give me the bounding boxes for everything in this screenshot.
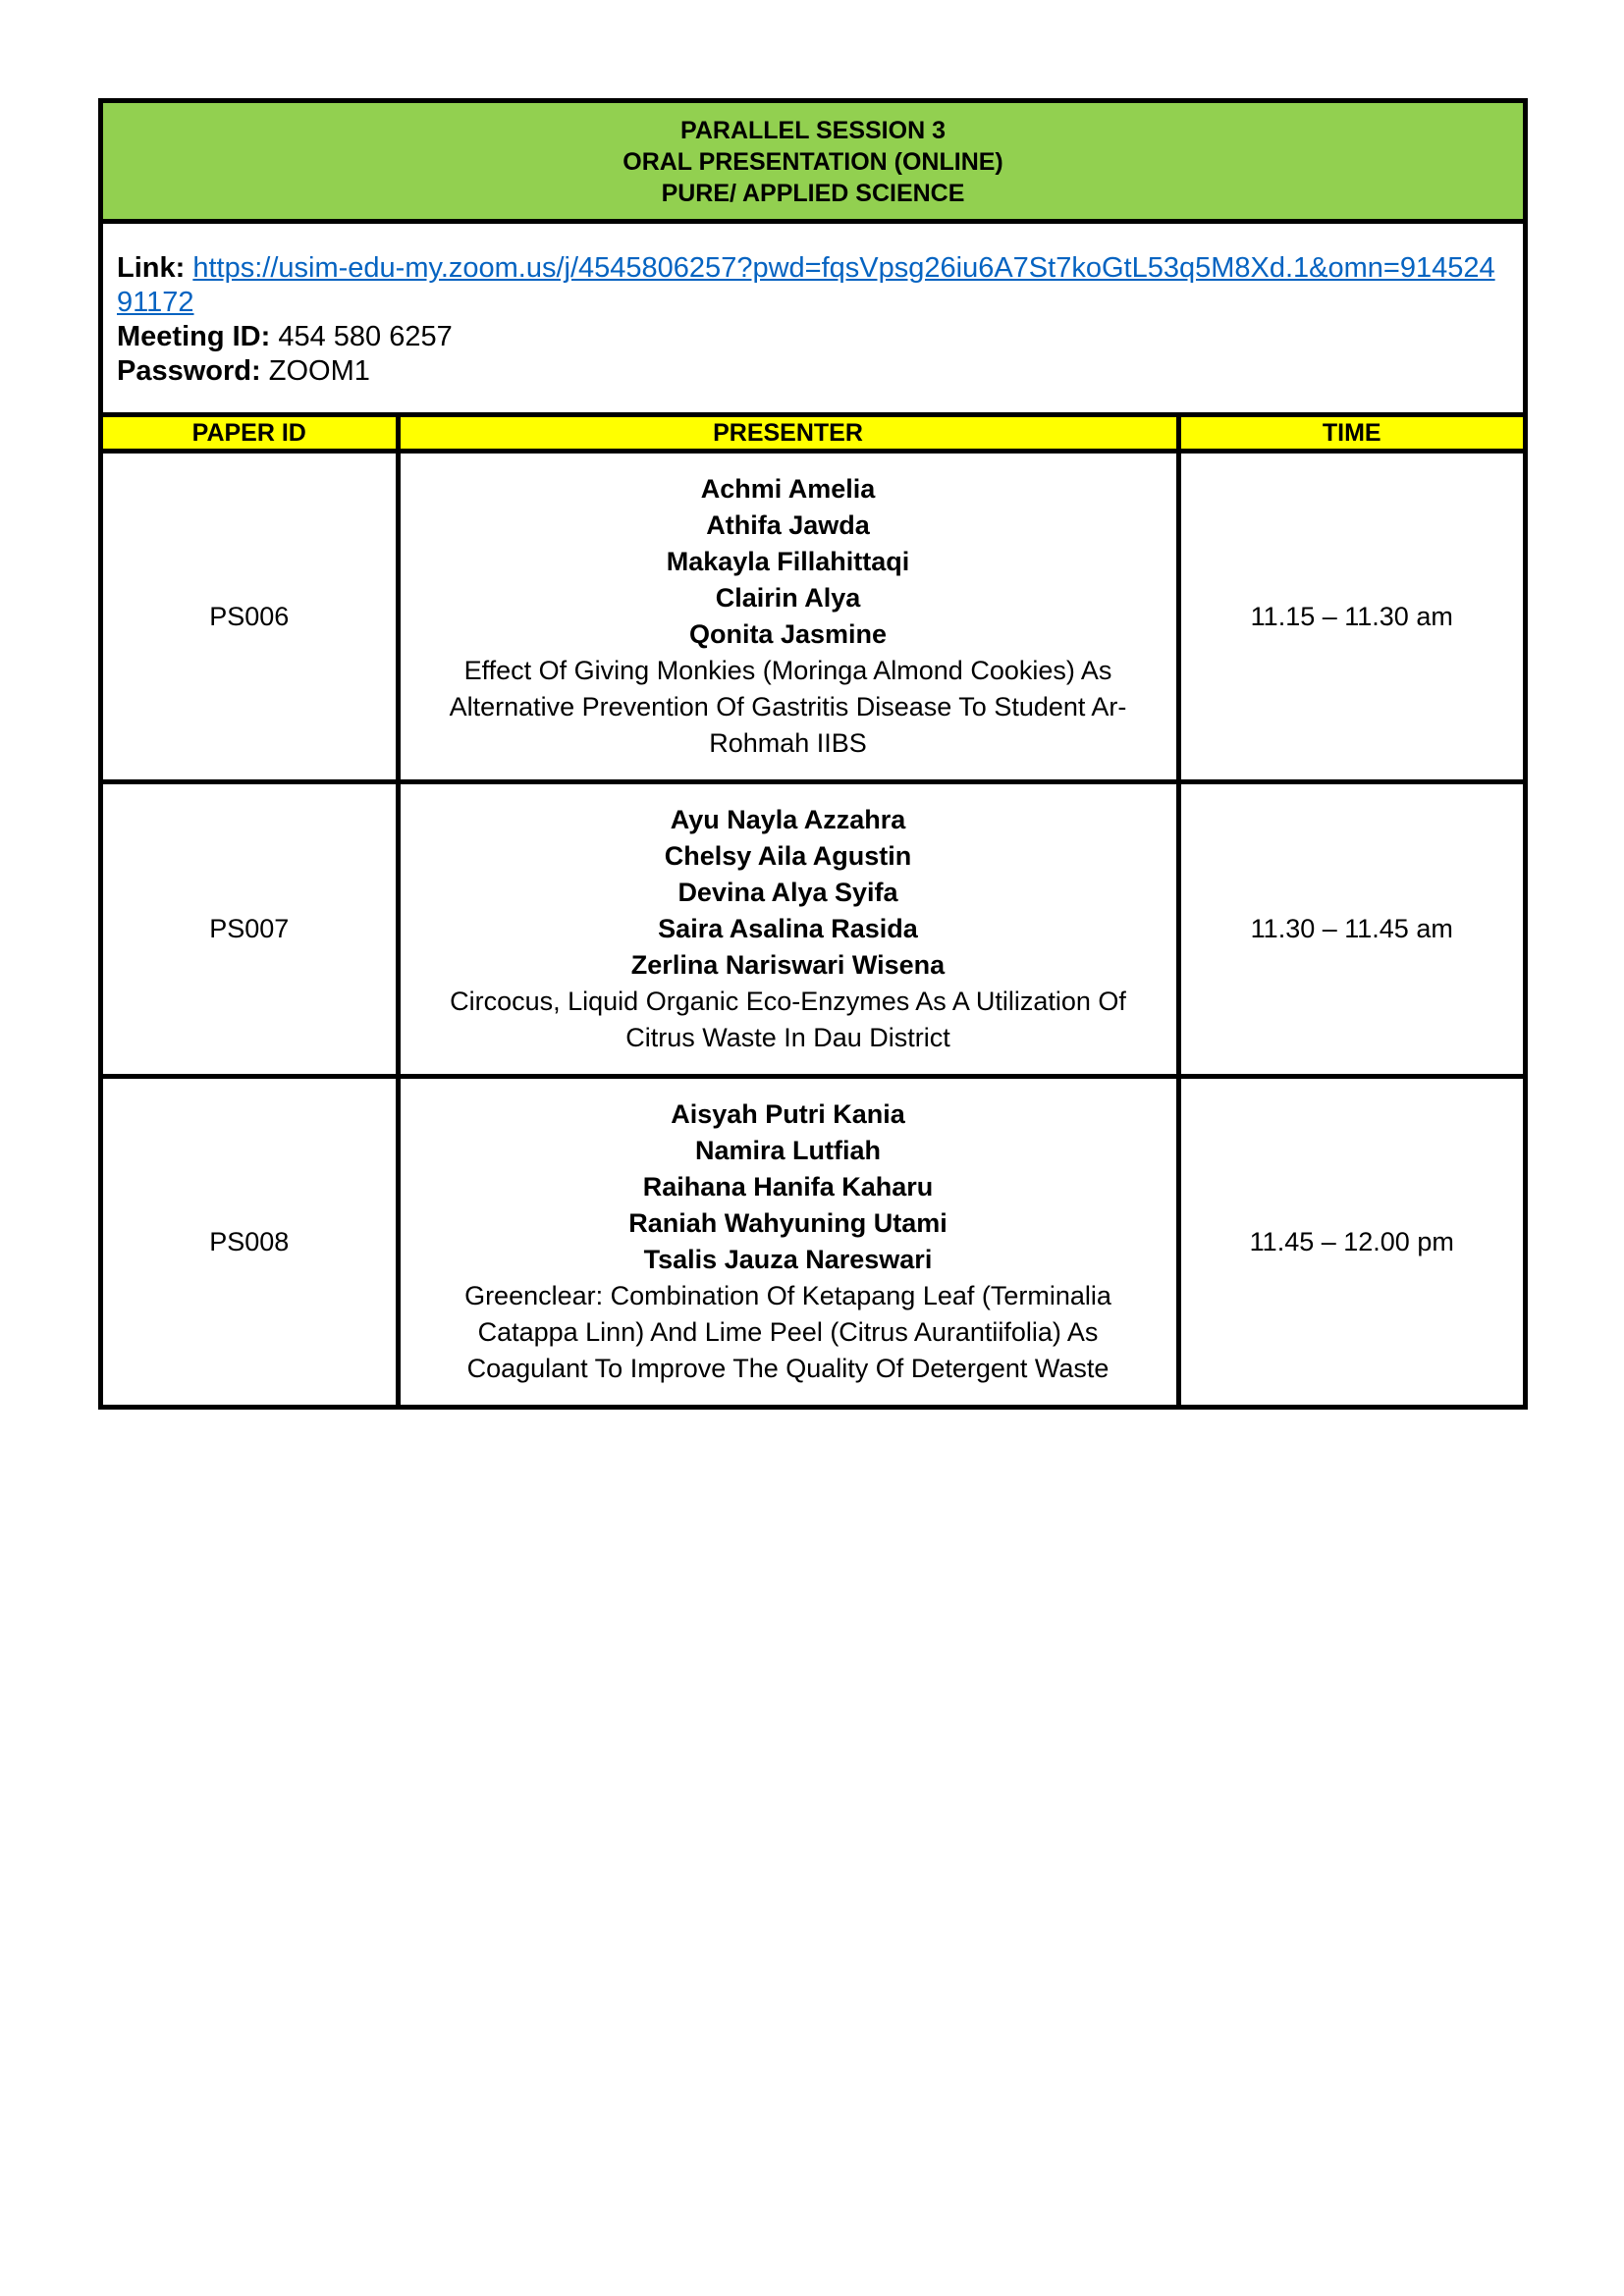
header-presenter: PRESENTER [398,417,1178,452]
schedule-table [103,417,1523,1405]
table-row [103,452,1523,782]
presenter-name: Zerlina Nariswari Wisena [630,950,946,980]
session-title: PARALLEL SESSION 3 [680,117,946,144]
presenter-name: Saira Asalina Rasida [658,914,918,943]
paper-title: Circocus, Liquid Organic Eco-Enzymes As A Utilization Of Citrus Waste In Dau District [450,987,1126,1052]
presenter-name: Raihana Hanifa Kaharu [642,1172,934,1201]
time-cell: 11.15 – 11.30 am [1178,452,1523,782]
presenter-name: Chelsy Aila Agustin [664,841,912,871]
presenter-name: Raniah Wahyuning Utami [628,1208,947,1238]
session-banner [103,103,1523,224]
password-label: Password: [117,355,261,387]
presenter-cell [398,782,1178,1077]
zoom-link[interactable]: https://usim-edu-my.zoom.us/j/4545806257?pwd=fqsVpsg26iu6A7St7koGtL53q5M8Xd.1&omn=91452491172 [117,252,1495,318]
paper-title: Greenclear: Combination Of Ketapang Leaf (Terminalia Catappa Linn) And Lime Peel (Citrus Aurantiifolia) As Coagulant To Improve The Quality Of Detergent Waste [464,1281,1111,1383]
header-time: TIME [1178,417,1523,452]
session-track: PURE/ APPLIED SCIENCE [661,180,965,207]
session-format: ORAL PRESENTATION (ONLINE) [623,148,1003,176]
meeting-id-line [117,320,1509,354]
presenter-cell [398,1077,1178,1406]
link-label: Link: [117,252,186,284]
presenter-name: Athifa Jawda [706,510,870,540]
time-cell: 11.30 – 11.45 am [1178,782,1523,1077]
paper-title: Effect Of Giving Monkies (Moringa Almond Cookies) As Alternative Prevention Of Gastritis Disease To Student Ar-Rohmah IIBS [449,656,1127,758]
session-schedule-sheet [98,98,1528,1410]
link-line [117,251,1509,320]
time-cell: 11.45 – 12.00 pm [1178,1077,1523,1406]
paper-id-cell: PS007 [103,782,398,1077]
presenter-cell [398,452,1178,782]
meeting-id-label: Meeting ID: [117,321,271,352]
table-row [103,1077,1523,1406]
meeting-id-value: 454 580 6257 [278,321,453,352]
table-header-row [103,417,1523,452]
paper-id-cell: PS006 [103,452,398,782]
password-line [117,354,1509,389]
presenter-name: Makayla Fillahittaqi [666,547,910,576]
password-value: ZOOM1 [268,355,370,387]
presenter-name: Tsalis Jauza Nareswari [643,1245,933,1274]
presenter-name: Qonita Jasmine [688,619,888,649]
presenter-name: Aisyah Putri Kania [671,1099,905,1129]
meeting-info [103,224,1523,417]
paper-id-cell: PS008 [103,1077,398,1406]
presenter-name: Clairin Alya [715,583,861,613]
table-row [103,782,1523,1077]
presenter-name: Namira Lutfiah [694,1136,882,1165]
presenter-name: Achmi Amelia [700,474,876,504]
header-paper-id: PAPER ID [103,417,398,452]
presenter-name: Ayu Nayla Azzahra [670,805,906,834]
presenter-name: Devina Alya Syifa [677,878,898,907]
